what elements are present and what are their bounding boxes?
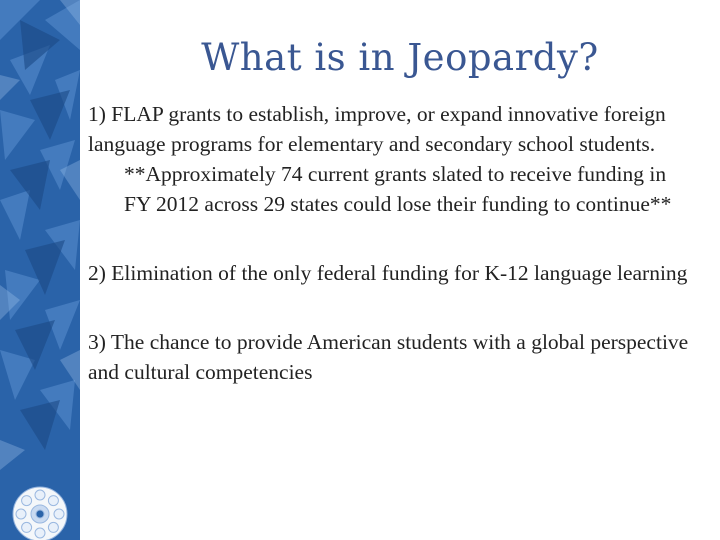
slide-title: What is in Jeopardy? — [201, 36, 599, 79]
list-item: 2) Elimination of the only federal funding for K-12 language learning — [88, 261, 688, 285]
snowflake-ornament-icon — [13, 487, 67, 540]
slide-content — [88, 99, 694, 387]
geometric-pattern-decoration — [0, 0, 80, 540]
list-item: 1) FLAP grants to establish, improve, or expand innovative foreign language programs for elementary and secondary school students. — [88, 102, 666, 156]
decorative-sidebar — [0, 0, 80, 540]
list-item-note: **Approximately 74 current grants slated to receive funding in FY 2012 across 29 states could lose their funding to continue** — [124, 162, 672, 216]
list-item: 3) The chance to provide American students with a global perspective and cultural competencies — [88, 330, 689, 384]
